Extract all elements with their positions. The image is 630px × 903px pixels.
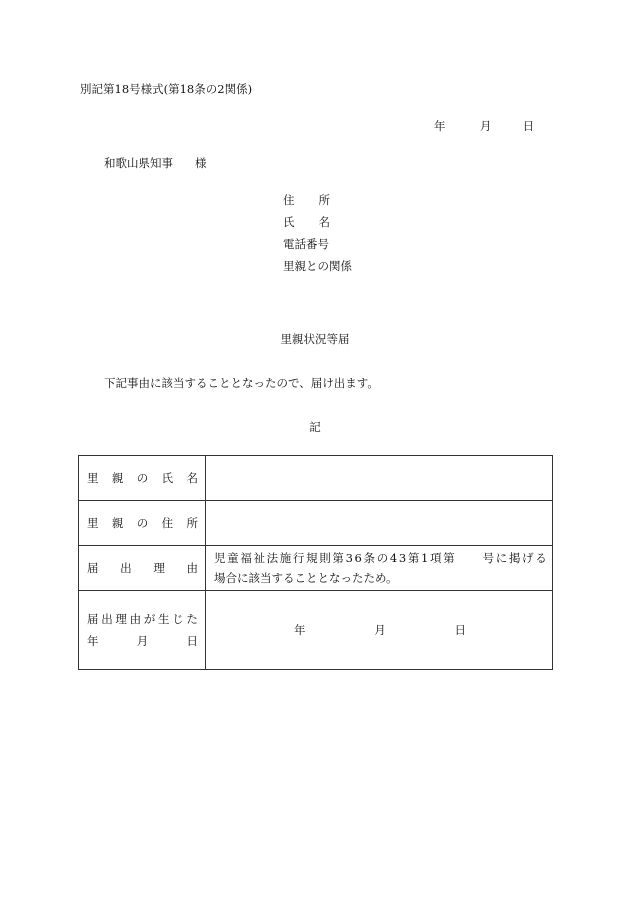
addressee: [104, 158, 207, 170]
notification-table: [78, 455, 553, 670]
foster-parent-name-field[interactable]: [206, 456, 553, 501]
table-row: [79, 546, 553, 591]
ki-heading: 記: [309, 420, 321, 434]
applicant-phone-label: 電話番号: [283, 237, 329, 251]
foster-parent-address-field[interactable]: [206, 501, 553, 546]
addressee-honorific: 様: [195, 156, 207, 170]
foster-parent-name-label: 里 親 の 氏 名: [79, 456, 206, 501]
foster-parent-address-label: 里 親 の 住 所: [79, 501, 206, 546]
date-day-label: 日: [522, 119, 535, 133]
applicant-relation-label: 里親との関係: [283, 259, 352, 273]
reason-line-2: 場合に該当することとなったため。: [214, 571, 398, 585]
reason-line-1: 児 童 福 祉 法 施 行 規 則 第 3 6 条 の 4 3 第 1 項 第 号 に 掲 げ る: [214, 551, 547, 565]
occurrence-date-field[interactable]: [206, 591, 553, 670]
addressee-name: 和歌山県知事: [104, 156, 173, 170]
table-row: [79, 591, 553, 670]
applicant-block: [283, 194, 352, 282]
table-row: [79, 501, 553, 546]
table-row: [79, 456, 553, 501]
applicant-name-label: 氏 名: [283, 215, 330, 229]
intro-text: 下記事由に該当することとなったので、届け出ます。: [104, 376, 379, 390]
date-month-label: 月: [479, 119, 492, 133]
occurrence-month-label: 月: [374, 623, 386, 637]
applicant-address-label: 住 所: [283, 193, 330, 207]
occurrence-day-label: 日: [454, 623, 466, 637]
occurrence-date-label: 届 出 理 由 が 生 じ た 年 月 日: [79, 591, 206, 670]
date-year-label: 年: [434, 119, 446, 133]
document-title: 里親状況等届: [280, 332, 350, 346]
reason-field[interactable]: [206, 546, 553, 591]
submission-date: [434, 121, 534, 133]
reason-label: 届 出 理 由: [79, 546, 206, 591]
occurrence-year-label: 年: [294, 623, 306, 637]
form-reference: 別記第18号様式(第18条の2関係): [80, 82, 253, 96]
